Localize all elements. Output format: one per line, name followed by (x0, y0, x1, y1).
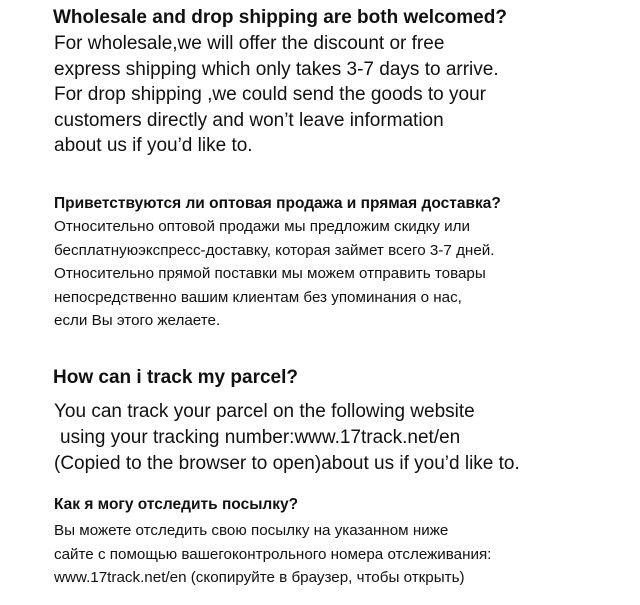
wholesale-answer-line: express shipping which only takes 3-7 days to arrive. (54, 58, 499, 80)
tracking-question-heading-ru: Как я могу отследить посылку? (54, 496, 299, 513)
tracking-answer-line-ru: Вы можете отследить свою посылку на указанном ниже (54, 522, 449, 539)
wholesale-question-heading: Wholesale and drop shipping are both welcomed? (53, 7, 507, 28)
tracking-answer-line: using your tracking number:www.17track.net/en (60, 427, 461, 448)
tracking-answer-line-ru: www.17track.net/en (скопируйте в браузер, чтобы открыть) (54, 569, 465, 587)
tracking-answer-line-ru: сайте с помощью вашегоконтрольного номера отслеживания: (54, 545, 492, 563)
wholesale-answer-line-ru: Относительно прямой поставки мы можем отправить товары (54, 265, 486, 283)
wholesale-answer-line: For drop shipping ,we could send the goods to your (54, 84, 486, 105)
wholesale-section-russian (0, 193, 640, 333)
tracking-section-russian (0, 494, 640, 590)
wholesale-answer-line-ru: если Вы этого желаете. (54, 312, 221, 330)
wholesale-question-heading-ru: Приветствуются ли оптовая продажа и прямая доставка? (54, 195, 501, 212)
tracking-answer-line: (Copied to the browser to open)about us if you’d like to. (54, 453, 520, 474)
tracking-section-english (0, 364, 640, 477)
tracking-question-heading: How can i track my parcel? (53, 367, 298, 388)
wholesale-answer-line: For wholesale,we will offer the discount or free (54, 33, 445, 54)
tracking-answer-line: You can track your parcel on the following website (54, 401, 475, 422)
wholesale-answer-line: customers directly and won’t leave information (54, 109, 444, 131)
wholesale-answer-line-ru: бесплатнуюэкспресс-доставку, которая займет всего 3-7 дней. (54, 241, 495, 259)
wholesale-answer-line: about us if you’d like to. (54, 135, 253, 156)
wholesale-answer-line-ru: непосредственно вашим клиентам без упоминания о нас, (54, 288, 462, 306)
wholesale-answer-line-ru: Относительно оптовой продажи мы предложим скидку или (54, 218, 471, 235)
wholesale-section-english (0, 5, 640, 159)
